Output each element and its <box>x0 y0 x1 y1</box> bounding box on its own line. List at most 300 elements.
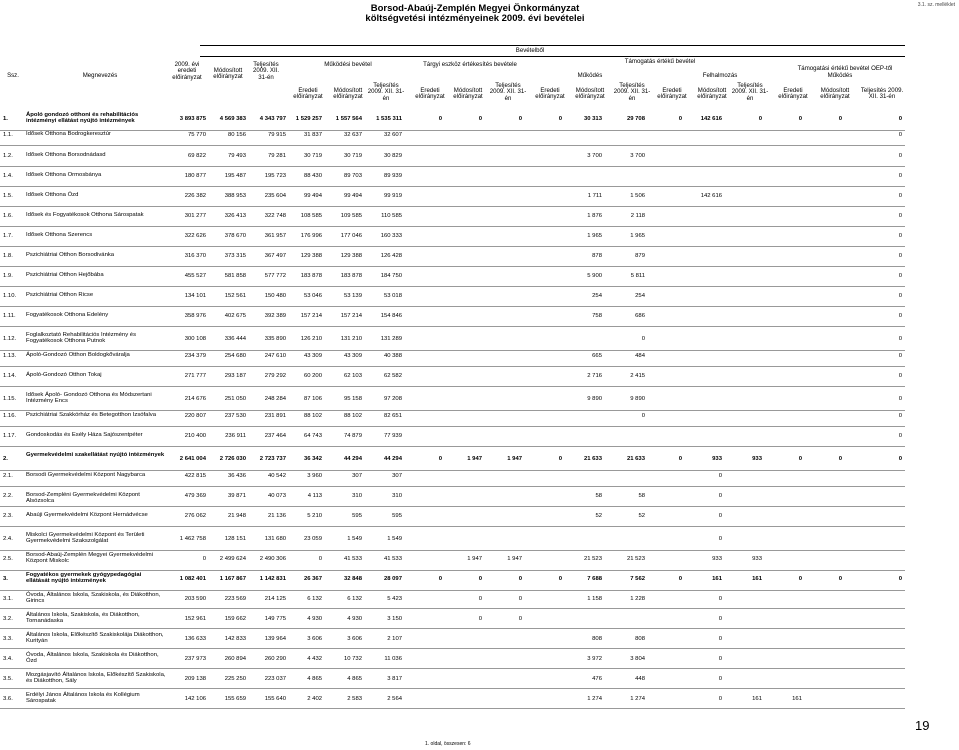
row-name: Óvoda, Általános Iskola, Szakiskola, és Diákotthon, Girincs <box>26 592 161 604</box>
header-tf-modositott: Módosított előirányzat <box>697 87 727 101</box>
row-value: 139 964 <box>264 636 286 642</box>
row-name: Ápoló gondozó otthoni és rehabilitációs intézményi ellátást nyújtó intézmények <box>26 112 139 124</box>
row-value: 236 911 <box>225 433 246 439</box>
row-value: 1 557 564 <box>335 116 362 122</box>
table-row <box>0 252 905 264</box>
row-value: 53 139 <box>343 293 362 299</box>
table-row <box>0 292 905 304</box>
table-row <box>0 532 905 548</box>
row-value: 237 973 <box>184 656 206 662</box>
row-divider <box>0 410 905 411</box>
row-value: 1 142 831 <box>259 576 286 582</box>
row-value: 32 607 <box>383 132 402 138</box>
row-value: 335 890 <box>264 336 286 342</box>
row-divider <box>0 226 905 227</box>
header-tf-eredeti: Eredeti előirányzat <box>657 87 687 101</box>
row-value: 2 402 <box>307 696 322 702</box>
table-row <box>0 112 905 128</box>
row-value: 0 <box>678 116 682 122</box>
page-number: 19 <box>915 718 930 733</box>
row-value: 358 976 <box>184 313 206 319</box>
row-value: 1 947 <box>507 556 522 562</box>
table-row <box>0 392 905 408</box>
row-value: 3 804 <box>630 656 645 662</box>
row-value: 0 <box>798 456 802 462</box>
row-value: 43 309 <box>343 353 362 359</box>
row-value: 21 523 <box>583 556 602 562</box>
row-value: 4 930 <box>347 616 362 622</box>
row-name: Fogyatékosok Otthona Edelény <box>26 312 109 318</box>
row-value: 157 214 <box>340 313 362 319</box>
row-value: 2 723 737 <box>259 456 286 462</box>
table-row <box>0 172 905 184</box>
table-row <box>0 632 905 646</box>
row-number: 1.15. <box>3 396 17 402</box>
table-row <box>0 472 905 484</box>
row-value: 11 036 <box>384 656 402 662</box>
row-value: 0 <box>898 116 902 122</box>
row-value: 60 200 <box>303 373 322 379</box>
row-value: 0 <box>898 456 902 462</box>
row-value: 0 <box>798 576 802 582</box>
row-value: 0 <box>898 153 902 159</box>
row-divider <box>0 668 905 669</box>
row-value: 879 <box>635 253 645 259</box>
row-divider <box>0 326 905 327</box>
row-value: 40 073 <box>267 493 286 499</box>
header-tm-teljesites: Teljesítés 2009. XII. 31-én <box>613 82 651 102</box>
row-name: Foglalkoztató Rehabilitációs Intézmény és Fogyatékosok Otthona Putnok <box>26 332 137 344</box>
row-number: 3.1. <box>3 596 13 602</box>
row-value: 79 281 <box>267 153 286 159</box>
row-value: 3 606 <box>307 636 322 642</box>
row-value: 0 <box>718 696 722 702</box>
row-value: 161 <box>752 696 762 702</box>
header-te-teljesites: Teljesítés 2009. XII. 31-én <box>489 82 527 102</box>
row-value: 0 <box>898 293 902 299</box>
row-value: 74 879 <box>343 433 362 439</box>
row-value: 3 817 <box>387 676 402 682</box>
row-value: 7 688 <box>587 576 602 582</box>
row-divider <box>0 470 905 471</box>
row-divider <box>0 426 905 427</box>
row-value: 52 <box>638 513 645 519</box>
row-value: 310 <box>352 493 362 499</box>
row-value: 322 626 <box>184 233 206 239</box>
row-number: 3.6. <box>3 696 13 702</box>
row-value: 126 210 <box>300 336 322 342</box>
row-divider <box>0 608 905 609</box>
row-value: 58 <box>595 493 602 499</box>
row-name: Pszichiátriai Otthon Hejőbába <box>26 272 104 278</box>
row-value: 367 497 <box>264 253 286 259</box>
row-value: 0 <box>718 596 722 602</box>
row-value: 131 680 <box>264 536 286 542</box>
row-value: 0 <box>641 413 645 419</box>
row-value: 4 569 383 <box>219 116 246 122</box>
row-divider <box>0 286 905 287</box>
title-line-1: Borsod-Abaúj-Zemplén Megyei Önkormányzat <box>370 3 580 14</box>
row-value: 686 <box>635 313 645 319</box>
row-value: 95 158 <box>343 396 362 402</box>
row-value: 0 <box>718 636 722 642</box>
row-value: 53 018 <box>383 293 402 299</box>
row-value: 237 464 <box>264 433 286 439</box>
row-value: 336 444 <box>224 336 246 342</box>
row-value: 99 494 <box>303 193 322 199</box>
table-row <box>0 372 905 384</box>
header-modositott: Módosított előirányzat <box>213 67 243 81</box>
row-number: 3.4. <box>3 656 13 662</box>
row-value: 254 <box>635 293 645 299</box>
row-name: Pszichiátriai Otthon Borsodivánka <box>26 252 115 258</box>
row-value: 195 723 <box>264 173 286 179</box>
row-value: 5 900 <box>587 273 602 279</box>
row-divider <box>0 186 905 187</box>
row-value: 0 <box>898 193 902 199</box>
row-value: 82 651 <box>383 413 402 419</box>
row-divider <box>0 688 905 689</box>
row-value: 88 430 <box>303 173 322 179</box>
row-divider <box>0 628 905 629</box>
row-divider <box>0 648 905 649</box>
row-divider <box>0 246 905 247</box>
row-value: 195 487 <box>224 173 246 179</box>
row-value: 155 640 <box>264 696 286 702</box>
row-value: 29 708 <box>626 116 645 122</box>
row-value: 131 289 <box>380 336 402 342</box>
row-value: 80 156 <box>227 132 246 138</box>
row-value: 88 102 <box>303 413 322 419</box>
row-value: 214 125 <box>264 596 286 602</box>
row-value: 39 871 <box>227 493 246 499</box>
row-value: 2 415 <box>630 373 645 379</box>
row-value: 378 670 <box>224 233 246 239</box>
header-mb-modositott: Módosított előirányzat <box>333 87 363 101</box>
row-value: 0 <box>718 616 722 622</box>
row-value: 28 097 <box>383 576 402 582</box>
row-value: 1 549 <box>387 536 402 542</box>
row-value: 30 829 <box>383 153 402 159</box>
row-number: 2.3. <box>3 513 13 519</box>
row-value: 88 102 <box>343 413 362 419</box>
row-value: 577 772 <box>264 273 286 279</box>
row-value: 0 <box>898 173 902 179</box>
row-divider <box>0 206 905 207</box>
row-value: 231 891 <box>264 413 286 419</box>
row-value: 0 <box>898 336 902 342</box>
row-value: 2 716 <box>587 373 602 379</box>
row-value: 933 <box>712 456 722 462</box>
row-value: 32 637 <box>343 132 362 138</box>
row-value: 152 961 <box>184 616 206 622</box>
row-value: 62 103 <box>343 373 362 379</box>
row-name: Borsodi Gyermekvédelmi Központ Nagybarca <box>26 472 146 478</box>
table-row <box>0 552 905 568</box>
row-value: 0 <box>478 616 482 622</box>
row-value: 0 <box>438 116 442 122</box>
row-value: 665 <box>592 353 602 359</box>
row-value: 3 960 <box>307 473 322 479</box>
row-divider <box>0 526 905 527</box>
row-value: 595 <box>392 513 402 519</box>
row-value: 10 732 <box>343 656 362 662</box>
row-value: 758 <box>592 313 602 319</box>
row-number: 1.2. <box>3 153 13 159</box>
row-value: 40 542 <box>267 473 286 479</box>
row-value: 0 <box>838 456 842 462</box>
row-number: 1.6. <box>3 213 13 219</box>
header-te-eredeti: Eredeti előirányzat <box>415 87 445 101</box>
row-value: 1 947 <box>507 456 522 462</box>
row-value: 293 187 <box>224 373 246 379</box>
row-value: 484 <box>635 353 645 359</box>
page-title <box>330 4 620 24</box>
title-line-2: költségvetési intézményeinek 2009. évi bevételei <box>365 12 585 24</box>
row-value: 0 <box>898 253 902 259</box>
row-value: 0 <box>558 456 562 462</box>
row-value: 142 616 <box>700 193 722 199</box>
row-divider <box>0 386 905 387</box>
row-name: Abaúji Gyermekvédelmi Központ Hernádvécse <box>26 512 148 518</box>
row-value: 1 158 <box>587 596 602 602</box>
header-mb-eredeti: Eredeti előirányzat <box>293 87 323 101</box>
row-value: 5 423 <box>387 596 402 602</box>
table-row <box>0 432 905 444</box>
row-value: 134 101 <box>184 293 206 299</box>
row-value: 2 107 <box>387 636 402 642</box>
row-value: 0 <box>898 413 902 419</box>
row-value: 1 965 <box>630 233 645 239</box>
row-value: 180 877 <box>184 173 206 179</box>
row-value: 9 890 <box>587 396 602 402</box>
row-value: 5 811 <box>630 273 645 279</box>
row-value: 79 915 <box>267 132 286 138</box>
row-value: 0 <box>898 373 902 379</box>
row-value: 0 <box>898 433 902 439</box>
row-value: 30 719 <box>303 153 322 159</box>
row-name: Mozgásjavító Általános Iskola, Előkészítő Szakiskola, és Diákotthon, Sály <box>26 672 166 684</box>
table-row <box>0 492 905 504</box>
row-value: 0 <box>318 556 322 562</box>
row-value: 4 113 <box>307 493 322 499</box>
row-number: 2.5. <box>3 556 13 562</box>
row-value: 4 432 <box>307 656 322 662</box>
row-value: 373 315 <box>224 253 246 259</box>
row-name: Idősek és Fogyatékosok Otthona Sárospatak <box>26 212 144 218</box>
row-number: 1.8. <box>3 253 13 259</box>
header-targyi: Tárgyi eszköz értékesítés bevétele <box>423 61 517 68</box>
row-value: 0 <box>898 273 902 279</box>
row-value: 0 <box>438 456 442 462</box>
row-number: 2.4. <box>3 536 13 542</box>
row-value: 0 <box>518 596 522 602</box>
table-row <box>0 332 905 348</box>
header-mb-teljesites: Teljesítés 2009. XII. 31-én <box>367 82 405 102</box>
row-value: 87 106 <box>303 396 322 402</box>
row-number: 3.2. <box>3 616 13 622</box>
row-value: 5 210 <box>307 513 322 519</box>
row-value: 183 878 <box>340 273 362 279</box>
row-value: 1 506 <box>630 193 645 199</box>
row-value: 142 616 <box>700 116 722 122</box>
row-name: Miskolci Gyermekvédelmi Központ és Területi Gyermekvédelmi Szakszolgálat <box>26 532 145 544</box>
row-value: 9 890 <box>630 396 645 402</box>
annex-label: 3.1. sz. melléklet <box>917 2 955 8</box>
row-value: 32 848 <box>343 576 362 582</box>
row-value: 1 535 311 <box>376 116 402 122</box>
header-oep-eredeti: Eredeti előirányzat <box>778 87 808 101</box>
row-value: 1 529 257 <box>295 116 322 122</box>
header-oep-modositott: Módosított előirányzat <box>820 87 850 101</box>
row-value: 307 <box>352 473 362 479</box>
row-value: 300 108 <box>184 336 206 342</box>
row-name: Pszichiátriai Szakkórház és Betegotthon Izsófalva <box>26 412 156 418</box>
table-row <box>0 312 905 324</box>
row-value: 3 700 <box>587 153 602 159</box>
row-number: 1.14. <box>3 373 17 379</box>
table-row <box>0 592 905 606</box>
row-number: 1.4. <box>3 173 13 179</box>
row-value: 128 151 <box>224 536 246 542</box>
row-value: 129 388 <box>300 253 322 259</box>
row-value: 402 675 <box>224 313 246 319</box>
row-name: Borsod-Abaúj-Zemplén Megyei Gyermekvédelmi Központ Miskolc <box>26 552 154 564</box>
row-value: 30 313 <box>583 116 602 122</box>
row-value: 1 462 758 <box>179 536 206 542</box>
row-divider <box>0 350 905 351</box>
row-value: 248 284 <box>264 396 286 402</box>
row-value: 131 210 <box>340 336 362 342</box>
row-value: 479 369 <box>184 493 206 499</box>
table-row <box>0 152 905 164</box>
row-value: 4 343 797 <box>259 116 286 122</box>
row-value: 99 919 <box>383 193 402 199</box>
row-value: 2 564 <box>387 696 402 702</box>
row-value: 203 590 <box>184 596 206 602</box>
row-value: 44 294 <box>343 456 362 462</box>
row-number: 1.17. <box>3 433 17 439</box>
row-number: 1.9. <box>3 273 13 279</box>
row-value: 3 606 <box>347 636 362 642</box>
row-number: 1.13. <box>3 353 17 359</box>
row-value: 64 743 <box>303 433 322 439</box>
table-row <box>0 131 905 143</box>
row-divider <box>0 550 905 551</box>
row-divider <box>0 145 905 146</box>
row-value: 316 370 <box>184 253 206 259</box>
row-value: 0 <box>678 576 682 582</box>
table-row <box>0 232 905 244</box>
header-tamogatas: Támogatás értékű bevétel <box>624 58 696 65</box>
row-value: 0 <box>718 536 722 542</box>
row-value: 142 833 <box>224 636 246 642</box>
row-value: 455 527 <box>184 273 206 279</box>
row-value: 0 <box>518 616 522 622</box>
row-value: 1 947 <box>467 556 482 562</box>
table-row <box>0 692 905 706</box>
row-value: 161 <box>752 576 762 582</box>
row-value: 21 633 <box>626 456 645 462</box>
row-value: 1 876 <box>587 213 602 219</box>
row-number: 1. <box>3 116 8 122</box>
row-value: 58 <box>638 493 645 499</box>
row-value: 209 138 <box>184 676 206 682</box>
row-value: 0 <box>838 576 842 582</box>
row-name: Általános Iskola, Előkészítő Szakiskolája Diákotthon, Kurityán <box>26 632 164 644</box>
row-value: 0 <box>478 596 482 602</box>
page-label: 1. oldal, összesen: 6 <box>425 741 471 747</box>
row-value: 1 274 <box>587 696 602 702</box>
table-row <box>0 272 905 284</box>
row-value: 254 680 <box>224 353 246 359</box>
row-value: 235 604 <box>264 193 286 199</box>
row-value: 21 948 <box>227 513 246 519</box>
row-value: 6 132 <box>347 596 362 602</box>
row-value: 21 523 <box>626 556 645 562</box>
row-divider <box>0 166 905 167</box>
row-value: 0 <box>641 336 645 342</box>
row-value: 152 561 <box>224 293 246 299</box>
row-name: Pszichiátriai Otthon Ricse <box>26 292 94 298</box>
row-value: 0 <box>558 116 562 122</box>
row-value: 0 <box>202 556 206 562</box>
header-tf-teljesites: Teljesítés 2009. XII. 31-én <box>731 82 769 102</box>
row-divider <box>0 366 905 367</box>
row-value: 21 136 <box>267 513 286 519</box>
row-value: 155 659 <box>224 696 246 702</box>
row-value: 177 046 <box>340 233 362 239</box>
row-value: 0 <box>758 116 762 122</box>
row-divider <box>0 486 905 487</box>
row-value: 1 549 <box>347 536 362 542</box>
row-value: 0 <box>718 473 722 479</box>
row-value: 0 <box>898 233 902 239</box>
row-value: 322 748 <box>264 213 286 219</box>
row-value: 97 208 <box>383 396 402 402</box>
row-value: 41 533 <box>383 556 402 562</box>
row-value: 0 <box>558 576 562 582</box>
row-value: 276 062 <box>184 513 206 519</box>
row-value: 0 <box>438 576 442 582</box>
row-value: 808 <box>592 636 602 642</box>
row-divider <box>0 570 905 571</box>
row-value: 1 274 <box>630 696 645 702</box>
row-value: 0 <box>898 396 902 402</box>
row-name: Gyermekvédelmi szakellátást nyújtó intézmények <box>26 452 165 458</box>
row-value: 3 972 <box>587 656 602 662</box>
row-number: 1.1. <box>3 132 13 138</box>
row-value: 260 290 <box>264 656 286 662</box>
row-value: 878 <box>592 253 602 259</box>
table-row <box>0 512 905 524</box>
row-value: 254 <box>592 293 602 299</box>
table-row <box>0 212 905 224</box>
row-value: 422 815 <box>184 473 206 479</box>
row-value: 2 641 004 <box>179 456 206 462</box>
row-value: 234 379 <box>184 353 206 359</box>
row-value: 237 530 <box>224 413 246 419</box>
row-value: 933 <box>712 556 722 562</box>
row-value: 6 132 <box>307 596 322 602</box>
row-divider <box>0 266 905 267</box>
row-value: 176 996 <box>300 233 322 239</box>
row-value: 260 894 <box>224 656 246 662</box>
row-value: 44 294 <box>383 456 402 462</box>
row-value: 154 846 <box>380 313 402 319</box>
row-divider <box>0 506 905 507</box>
row-name: Erdélyi János Általános Iskola és Kollégium Sárospatak <box>26 692 140 704</box>
